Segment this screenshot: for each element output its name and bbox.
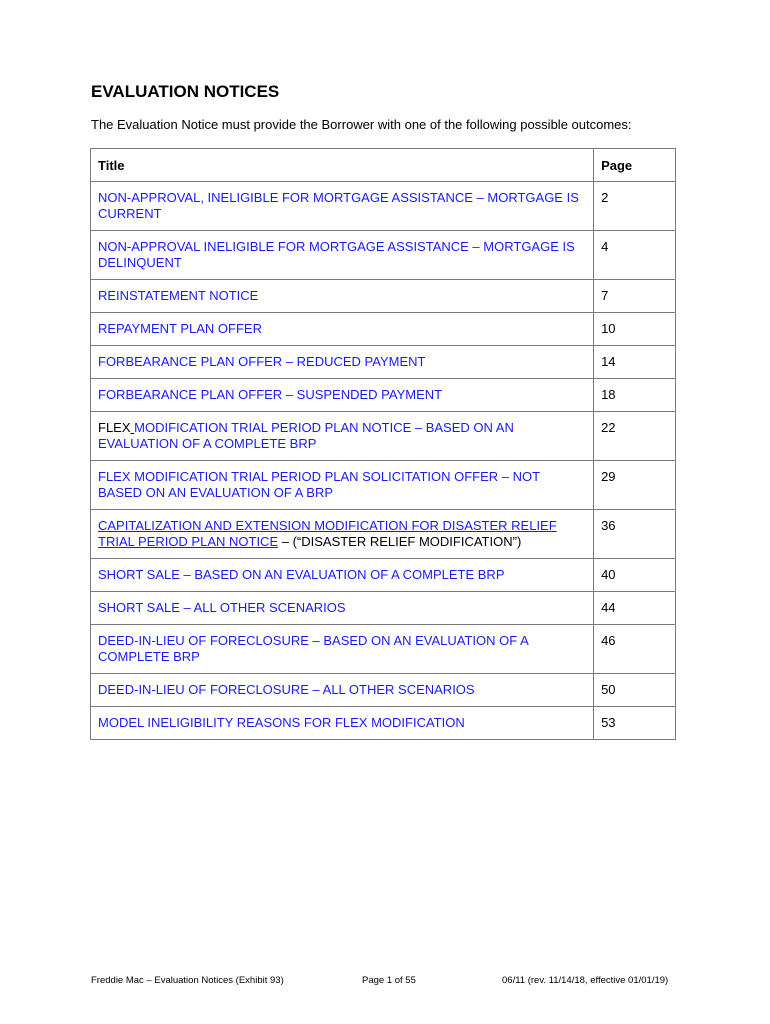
page-cell: 18 bbox=[594, 379, 676, 412]
title-cell bbox=[91, 231, 594, 280]
table-header-row bbox=[91, 149, 676, 182]
notice-link-flex-trial-solicitation[interactable]: FLEX MODIFICATION TRIAL PERIOD PLAN SOLICITATION OFFER – NOT BASED ON AN EVALUATION OF A BRP bbox=[98, 469, 540, 500]
notice-link-disaster-relief[interactable]: CAPITALIZATION AND EXTENSION MODIFICATION FOR DISASTER RELIEF TRIAL PERIOD PLAN NOTICE bbox=[98, 518, 557, 549]
notice-link-short-sale-other[interactable]: SHORT SALE – ALL OTHER SCENARIOS bbox=[98, 600, 346, 615]
title-cell bbox=[91, 182, 594, 231]
table-row bbox=[91, 231, 676, 280]
title-prefix-text: FLEX bbox=[98, 420, 131, 435]
page-cell: 53 bbox=[594, 707, 676, 740]
table-row bbox=[91, 461, 676, 510]
title-cell bbox=[91, 707, 594, 740]
page-cell: 14 bbox=[594, 346, 676, 379]
title-cell bbox=[91, 461, 594, 510]
table-row bbox=[91, 674, 676, 707]
page-cell: 40 bbox=[594, 559, 676, 592]
page-cell: 29 bbox=[594, 461, 676, 510]
intro-text: The Evaluation Notice must provide the Borrower with one of the following possible outcomes: bbox=[91, 117, 632, 132]
table-row bbox=[91, 280, 676, 313]
table-row bbox=[91, 379, 676, 412]
table-row bbox=[91, 182, 676, 231]
title-cell bbox=[91, 510, 594, 559]
title-cell bbox=[91, 592, 594, 625]
notice-link-short-sale-complete-brp[interactable]: SHORT SALE – BASED ON AN EVALUATION OF A COMPLETE BRP bbox=[98, 567, 505, 582]
notice-link-repayment-plan[interactable]: REPAYMENT PLAN OFFER bbox=[98, 321, 262, 336]
page-cell: 2 bbox=[594, 182, 676, 231]
title-cell bbox=[91, 346, 594, 379]
table-row bbox=[91, 625, 676, 674]
title-cell bbox=[91, 313, 594, 346]
footer-page-number: Page 1 of 55 bbox=[362, 975, 416, 986]
notice-link-forbearance-reduced[interactable]: FORBEARANCE PLAN OFFER – REDUCED PAYMENT bbox=[98, 354, 426, 369]
notice-link-non-approval-current[interactable]: NON-APPROVAL, INELIGIBLE FOR MORTGAGE ASSISTANCE – MORTGAGE IS CURRENT bbox=[98, 190, 579, 221]
notice-link-model-ineligibility[interactable]: MODEL INELIGIBILITY REASONS FOR FLEX MODIFICATION bbox=[98, 715, 465, 730]
page-cell: 7 bbox=[594, 280, 676, 313]
notice-link-non-approval-delinquent[interactable]: NON-APPROVAL INELIGIBLE FOR MORTGAGE ASSISTANCE – MORTGAGE IS DELINQUENT bbox=[98, 239, 575, 270]
page-cell: 4 bbox=[594, 231, 676, 280]
notice-link-deed-in-lieu-complete-brp[interactable]: DEED-IN-LIEU OF FORECLOSURE – BASED ON AN EVALUATION OF A COMPLETE BRP bbox=[98, 633, 529, 664]
title-cell bbox=[91, 674, 594, 707]
table-row bbox=[91, 412, 676, 461]
page-cell: 44 bbox=[594, 592, 676, 625]
title-cell bbox=[91, 559, 594, 592]
title-cell bbox=[91, 412, 594, 461]
title-suffix-text: – (“DISASTER RELIEF MODIFICATION”) bbox=[278, 534, 522, 549]
column-header-page: Page bbox=[594, 149, 676, 182]
title-cell bbox=[91, 625, 594, 674]
table-row bbox=[91, 510, 676, 559]
page-cell: 10 bbox=[594, 313, 676, 346]
table-row bbox=[91, 707, 676, 740]
page-cell: 50 bbox=[594, 674, 676, 707]
page-cell: 36 bbox=[594, 510, 676, 559]
footer-revision-date: 06/11 (rev. 11/14/18, effective 01/01/19) bbox=[502, 975, 669, 986]
notice-link-forbearance-suspended[interactable]: FORBEARANCE PLAN OFFER – SUSPENDED PAYMENT bbox=[98, 387, 443, 402]
table-row bbox=[91, 559, 676, 592]
table-row bbox=[91, 346, 676, 379]
title-cell bbox=[91, 379, 594, 412]
table-row bbox=[91, 592, 676, 625]
notices-table bbox=[90, 148, 676, 740]
title-cell bbox=[91, 280, 594, 313]
table-row bbox=[91, 313, 676, 346]
column-header-title: Title bbox=[91, 149, 594, 182]
page-heading: EVALUATION NOTICES bbox=[91, 82, 280, 101]
page-cell: 46 bbox=[594, 625, 676, 674]
page-cell: 22 bbox=[594, 412, 676, 461]
notice-link-deed-in-lieu-other[interactable]: DEED-IN-LIEU OF FORECLOSURE – ALL OTHER SCENARIOS bbox=[98, 682, 475, 697]
footer-document-name: Freddie Mac – Evaluation Notices (Exhibit 93) bbox=[91, 975, 284, 986]
notice-link-flex-trial-complete-brp[interactable]: MODIFICATION TRIAL PERIOD PLAN NOTICE – BASED ON AN EVALUATION OF A COMPLETE BRP bbox=[98, 420, 514, 451]
notice-link-reinstatement[interactable]: REINSTATEMENT NOTICE bbox=[98, 288, 259, 303]
